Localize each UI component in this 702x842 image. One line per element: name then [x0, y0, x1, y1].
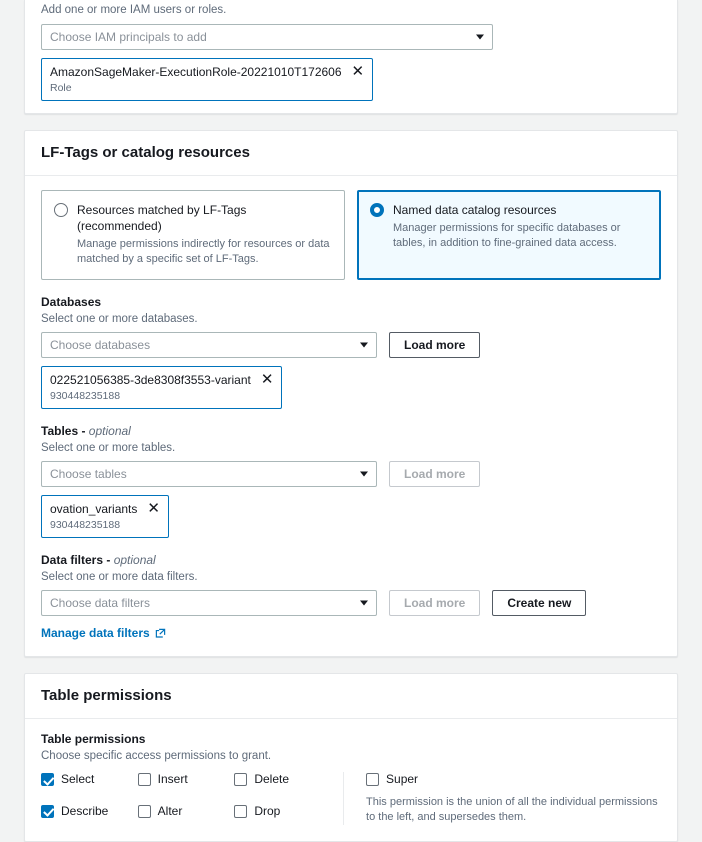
checkbox-label-super: Super — [386, 772, 419, 786]
checkbox-describe[interactable] — [41, 804, 138, 826]
checkbox-label-select: Select — [61, 772, 95, 786]
iam-principals-placeholder: Choose IAM principals to add — [50, 30, 207, 44]
super-permission-note: This permission is the union of all the individual permissions to the left, and supersedes them. — [366, 796, 658, 823]
checkbox-drop[interactable] — [234, 804, 331, 826]
checkbox-super[interactable] — [366, 772, 661, 787]
iam-principals-card — [24, 0, 678, 114]
data-filters-label — [41, 552, 661, 568]
manage-data-filters-link[interactable] — [41, 626, 166, 640]
table-permissions-card — [24, 673, 678, 842]
data-filters-row — [41, 590, 661, 616]
radio-card-lf-tags-title: Resources matched by LF-Tags (recommended) — [77, 203, 247, 233]
table-token-text — [50, 501, 145, 532]
checkbox-alter[interactable] — [138, 804, 235, 826]
manage-data-filters-label: Manage data filters — [41, 626, 150, 640]
data-filters-load-more-button[interactable]: Load more — [389, 590, 480, 616]
checkbox-icon-alter[interactable] — [138, 805, 151, 818]
checkbox-label-alter: Alter — [157, 803, 183, 818]
radio-card-lf-tags-desc: Manage permissions indirectly for resources or data matched by a specific set of LF-Tags. — [77, 238, 330, 265]
table-token-subtitle: 930448235188 — [50, 519, 121, 531]
data-filters-select[interactable] — [41, 590, 377, 616]
radio-card-named-resources-title: Named data catalog resources — [393, 203, 557, 217]
checkbox-icon-delete[interactable] — [234, 773, 247, 786]
checkbox-select[interactable] — [41, 772, 138, 794]
checkbox-insert[interactable] — [138, 772, 235, 794]
data-filters-label-optional: optional — [113, 553, 156, 567]
table-permissions-checkbox-grid — [41, 772, 344, 825]
checkbox-label-describe: Describe — [61, 803, 109, 818]
chevron-down-icon — [476, 35, 484, 40]
radio-icon-lf-tags[interactable] — [54, 203, 68, 217]
table-permissions-card-body — [25, 719, 677, 841]
tables-load-more-button[interactable]: Load more — [389, 461, 480, 487]
principals-hint: Add one or more IAM users or roles. — [41, 4, 227, 16]
data-filters-field-group — [41, 552, 661, 616]
lf-tags-card-title: LF-Tags or catalog resources — [41, 144, 250, 161]
database-token-text — [50, 372, 259, 403]
close-icon[interactable]: ✕ — [147, 500, 160, 517]
tables-sublabel: Select one or more tables. — [41, 442, 176, 454]
data-filters-sublabel: Select one or more data filters. — [41, 571, 198, 583]
checkbox-label-insert: Insert — [157, 772, 188, 786]
checkbox-icon-describe[interactable] — [41, 805, 54, 818]
checkbox-label-drop: Drop — [254, 803, 281, 818]
create-new-data-filter-button[interactable]: Create new — [492, 590, 586, 616]
iam-principal-token-text — [50, 64, 350, 95]
iam-principal-token-subtitle: Role — [50, 82, 72, 94]
checkbox-delete[interactable] — [234, 772, 331, 794]
tables-label-optional: optional — [88, 424, 131, 438]
database-token-subtitle: 930448235188 — [50, 390, 121, 402]
tables-field-group — [41, 423, 661, 538]
chevron-down-icon — [360, 343, 368, 348]
checkbox-icon-select[interactable] — [41, 773, 54, 786]
chevron-down-icon — [360, 601, 368, 606]
lf-tags-card-body — [25, 176, 677, 656]
databases-placeholder: Choose databases — [50, 338, 151, 352]
tables-label-text: Tables - — [41, 424, 89, 438]
table-permissions-card-header — [25, 674, 677, 719]
radio-card-lf-tags[interactable] — [41, 190, 345, 280]
databases-load-more-button[interactable]: Load more — [389, 332, 480, 358]
table-permissions-card-title: Table permissions — [41, 687, 172, 704]
tables-label — [41, 423, 661, 439]
external-link-icon — [155, 628, 166, 639]
radio-card-named-resources-desc: Manager permissions for specific databases or tables, in addition to fine-grained data access. — [393, 222, 621, 249]
iam-principal-token-title: AmazonSageMaker-ExecutionRole-20221010T172606 — [50, 65, 342, 79]
table-token-title: ovation_variants — [50, 502, 138, 516]
table-permissions-label: Table permissions — [41, 732, 146, 746]
databases-sublabel: Select one or more databases. — [41, 313, 198, 325]
databases-row — [41, 332, 661, 358]
tables-select[interactable] — [41, 461, 377, 487]
databases-field-group — [41, 294, 661, 409]
iam-principals-select[interactable] — [41, 24, 493, 50]
database-token-title: 022521056385-3de8308f3553-variant — [50, 373, 251, 387]
tables-row — [41, 461, 661, 487]
radio-card-lf-tags-text — [77, 202, 332, 267]
chevron-down-icon — [360, 472, 368, 477]
databases-select[interactable] — [41, 332, 377, 358]
checkbox-label-delete: Delete — [254, 772, 290, 786]
data-filters-placeholder: Choose data filters — [50, 596, 151, 610]
lf-tags-card-header — [25, 131, 677, 176]
table-permissions-super-area — [344, 772, 661, 825]
radio-icon-named-resources[interactable] — [370, 203, 384, 217]
tables-placeholder: Choose tables — [50, 467, 127, 481]
table-permissions-sublabel: Choose specific access permissions to grant. — [41, 750, 272, 762]
checkbox-icon-drop[interactable] — [234, 805, 247, 818]
table-token[interactable] — [41, 495, 169, 538]
radio-card-named-resources[interactable] — [357, 190, 661, 280]
data-filters-label-text: Data filters - — [41, 553, 114, 567]
checkbox-icon-insert[interactable] — [138, 773, 151, 786]
database-token[interactable] — [41, 366, 282, 409]
lf-tags-card — [24, 130, 678, 657]
checkbox-icon-super[interactable] — [366, 773, 379, 786]
resource-mode-radio-group — [41, 190, 661, 280]
close-icon[interactable]: ✕ — [351, 63, 365, 80]
databases-label: Databases — [41, 295, 102, 309]
table-permissions-checkbox-area — [41, 772, 661, 825]
iam-principal-token[interactable] — [41, 58, 373, 101]
close-icon[interactable]: ✕ — [260, 371, 274, 388]
radio-card-named-resources-text — [393, 202, 648, 267]
